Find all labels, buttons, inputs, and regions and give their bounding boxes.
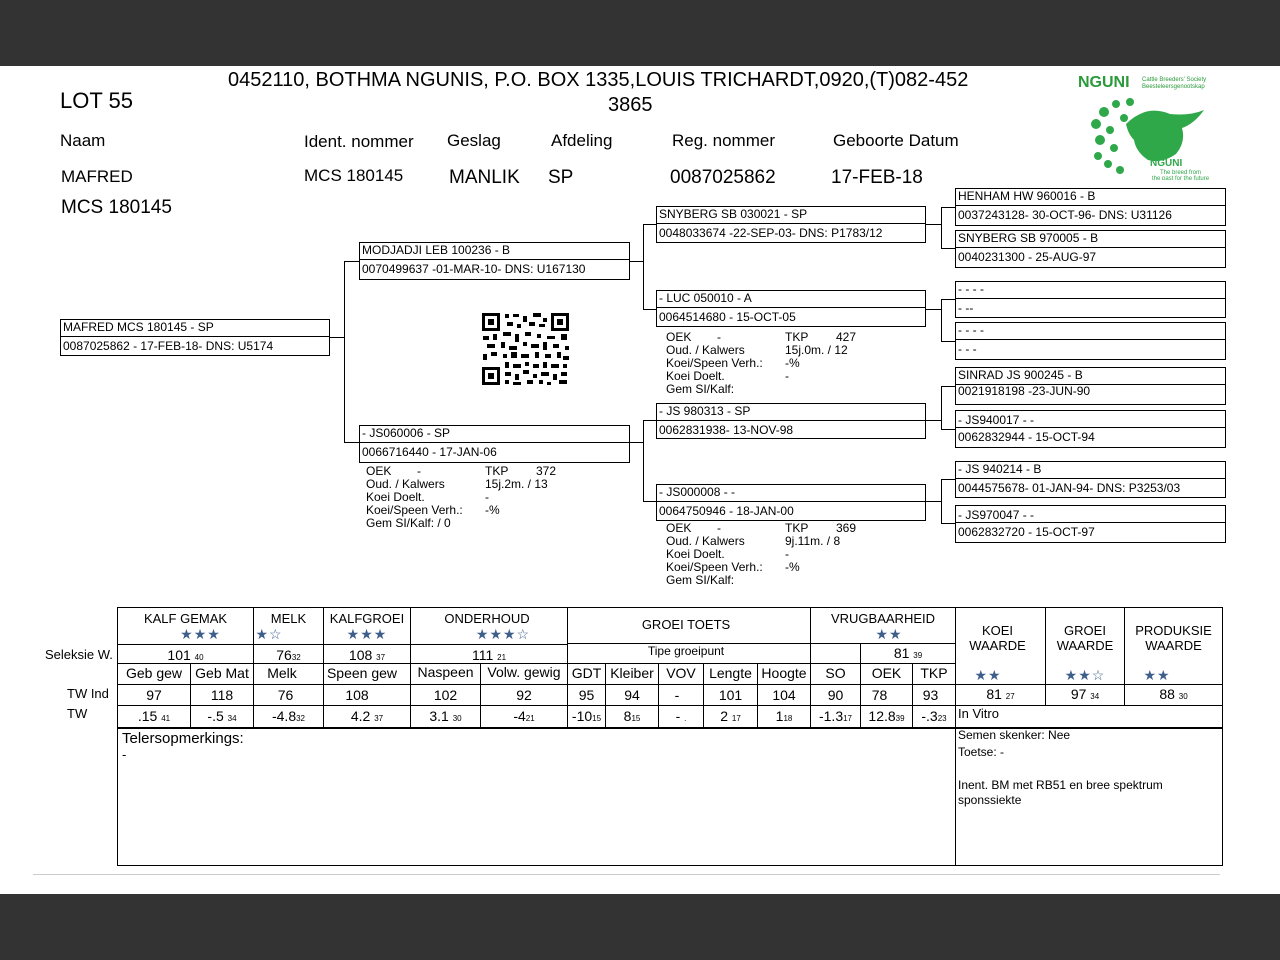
connector [941, 386, 955, 387]
connector [643, 224, 644, 310]
tw-vov: - . [675, 708, 687, 724]
dam-dam-info [666, 522, 926, 587]
value-dob: 17-FEB-18 [831, 167, 923, 188]
tw-volw-gewig: -421 [513, 708, 535, 724]
sd-oek-label: OEK [666, 330, 692, 344]
sd-speen-label: Koei/Speen Verh.: [666, 356, 763, 370]
dam-line1: - JS060006 - SP [362, 426, 451, 440]
top-bar [0, 0, 1280, 66]
stars-groei: ★★☆ [1064, 667, 1106, 683]
connector [344, 261, 345, 443]
tw-speen-gew: 4.2 37 [350, 708, 384, 724]
dd-speen-value: -% [785, 560, 800, 574]
connector [643, 224, 657, 225]
connector [925, 420, 941, 421]
tw-naspeen: 3.1 30 [429, 708, 462, 724]
dd-oek-label: OEK [666, 521, 692, 535]
header-groei-toets: GROEI TOETS [641, 617, 731, 632]
header-tipe-groeipunt: Tipe groeipunt [647, 644, 725, 658]
connector [941, 299, 955, 300]
pedigree-sire [359, 242, 630, 280]
label-afdeling: Afdeling [551, 131, 613, 150]
twind-produksie: 88 30 [1159, 686, 1188, 702]
header-kalf-gemak: KALF GEMAK [143, 611, 228, 626]
dam-doelt-label: Koei Doelt. [366, 490, 425, 504]
twind-groei: 97 34 [1070, 686, 1100, 702]
dd-doelt-label: Koei Doelt. [666, 547, 725, 561]
stars-produksie: ★★ [1143, 667, 1171, 683]
pedigree-dss [955, 367, 1226, 405]
tw-melk: -4.832 [271, 708, 306, 724]
tw-lengte: 2 17 [720, 708, 741, 724]
remarks-label: Telersopmerkings: [122, 730, 244, 747]
dd-oek-value: - [717, 521, 721, 535]
dss-line2: 0021918198 -23-JUN-90 [958, 384, 1091, 398]
in-vitro: In Vitro [958, 706, 999, 721]
header-koei-1: KOEI [981, 623, 1014, 638]
tw-hoogte: 118 [775, 708, 793, 724]
col-tkp: TKP [920, 665, 948, 681]
dd-oud-value: 9j.11m. / 8 [785, 534, 841, 548]
twind-lengte: 101 [718, 687, 743, 703]
col-so: SO [825, 665, 846, 681]
connector [344, 442, 359, 443]
label-naam: Naam [60, 131, 106, 150]
dd-tkp-label: TKP [785, 521, 809, 535]
stars-onderhoud: ★★★☆ [475, 626, 531, 642]
value-reg: 0087025862 [670, 167, 776, 188]
breeder-line-1: 0452110, BOTHMA NGUNIS, P.O. BOX 1335,LOUIS TRICHARDT,0920,(T)082-452 [228, 69, 969, 91]
label-ident: Ident. nommer [304, 132, 414, 151]
dsd-line1: - JS940017 - - [958, 413, 1035, 427]
col-volw-gewig: Volw. gewig [487, 664, 561, 680]
dds-line2: 0044575678- 01-JAN-94- DNS: P3253/03 [958, 481, 1181, 495]
col-naspeen: Naspeen [417, 664, 474, 680]
tw-gdt: -1015 [571, 708, 602, 724]
pedigree-sire-sire [656, 206, 926, 243]
twind-naspeen: 102 [433, 687, 458, 703]
connector [941, 341, 955, 342]
sd-line2: 0064514680 - 15-OCT-05 [659, 310, 796, 324]
header-kalfgroei: KALFGROEI [329, 611, 405, 626]
connector [643, 309, 657, 310]
pedigree-animal [60, 319, 330, 356]
selection-kalfgroei: 108 37 [348, 647, 386, 663]
ddd-line2: 0062832720 - 15-OCT-97 [958, 525, 1095, 539]
twind-vov: - [674, 687, 680, 703]
dss-line1: SINRAD JS 900245 - B [958, 368, 1083, 382]
pedigree-ddd [955, 505, 1226, 543]
connector [643, 501, 657, 502]
connector [941, 386, 942, 430]
bottom-rule [33, 874, 1220, 875]
row-label-tw: TW [67, 706, 88, 721]
dsd-line2: 0062832944 - 15-OCT-94 [958, 430, 1095, 444]
sdd-line2: - - - [958, 342, 977, 356]
connector [941, 207, 942, 249]
dds-line1: - JS 940214 - B [958, 462, 1042, 476]
twind-gdt: 95 [578, 687, 595, 703]
header-groei-2: WAARDE [1056, 638, 1114, 653]
col-speen-gew: Speen gew [326, 665, 398, 681]
pedigree-dam-sire [656, 403, 926, 439]
connector [643, 420, 644, 502]
sd-line1: - LUC 050010 - A [659, 291, 752, 305]
pedigree-sss [955, 188, 1226, 226]
col-gdt: GDT [571, 665, 602, 681]
twind-hoogte: 104 [772, 687, 796, 703]
sd-tkp-value: 427 [836, 330, 857, 344]
label-geslag: Geslag [447, 131, 501, 150]
sds-line1: - - - - [958, 282, 984, 296]
sire-dam-info [666, 331, 926, 396]
col-vov: VOV [666, 665, 696, 681]
bottom-bar [0, 894, 1280, 960]
pedigree-sire-dam [656, 290, 926, 327]
animal-line2: 0087025862 - 17-FEB-18- DNS: U5174 [63, 339, 274, 353]
col-hoogte: Hoogte [761, 665, 807, 681]
connector [941, 299, 942, 342]
sdd-line1: - - - - [958, 323, 984, 337]
col-kleiber: Kleiber [610, 665, 654, 681]
twind-speen-gew: 108 [345, 687, 369, 703]
dam-speen-value: -% [485, 503, 500, 517]
tw-so: -1.317 [818, 708, 853, 724]
sire-line1: MODJADJI LEB 100236 - B [362, 243, 511, 257]
selection-onderhoud: 111 21 [471, 647, 507, 663]
value-ident: MCS 180145 [304, 166, 404, 185]
connector [925, 309, 941, 310]
tests: Toetse: - [958, 745, 1005, 759]
dd-line2: 0064750946 - 18-JAN-00 [659, 504, 794, 518]
twind-kleiber: 94 [624, 687, 640, 703]
sd-oud-value: 15j.0m. / 12 [785, 343, 848, 357]
col-lengte: Lengte [709, 665, 752, 681]
twind-so: 90 [827, 687, 844, 703]
inoculation-line1: Inent. BM met RB51 en bree spektrum [958, 778, 1163, 792]
ds-line2: 0062831938- 13-NOV-98 [659, 423, 794, 437]
header-vrugbaarheid: VRUGBAARHEID [830, 611, 936, 626]
value-sex: MANLIK [449, 167, 520, 188]
connector [941, 479, 955, 480]
ss-line2: 0048033674 -22-SEP-03- DNS: P1783/12 [659, 226, 883, 240]
breeder-line-2: 3865 [608, 94, 653, 116]
pedigree-dam-dam [656, 484, 926, 521]
ss-line1: SNYBERG SB 030021 - SP [659, 207, 808, 221]
dd-doelt-value: - [785, 547, 789, 561]
tw-oek: 12.839 [868, 708, 905, 724]
col-oek: OEK [871, 665, 902, 681]
twind-geb-mat: 118 [210, 687, 234, 703]
nguni-logo [1078, 74, 1218, 180]
dam-tkp-label: TKP [485, 464, 509, 478]
dam-info [366, 465, 626, 530]
col-melk: Melk [267, 665, 297, 681]
stars-melk: ★☆ [255, 626, 283, 642]
selection-melk: 7632 [276, 647, 301, 663]
logo-title: NGUNI [1078, 74, 1130, 91]
pedigree-dds [955, 461, 1226, 498]
connector [925, 501, 941, 502]
stars-koei: ★★ [974, 667, 1002, 683]
connector [344, 261, 359, 262]
qr-code-icon [481, 312, 571, 386]
sire-line2: 0070499637 -01-MAR-10- DNS: U167130 [362, 262, 586, 276]
value-division: SP [548, 167, 574, 188]
twind-oek: 78 [871, 687, 888, 703]
tw-geb-mat: -.5 34 [207, 708, 237, 724]
twind-tkp: 93 [922, 687, 939, 703]
sd-doelt-label: Koei Doelt. [666, 369, 725, 383]
value-name: MAFRED [61, 167, 133, 186]
sd-tkp-label: TKP [785, 330, 809, 344]
label-reg: Reg. nommer [672, 131, 775, 150]
connector [941, 207, 955, 208]
stars-kalf-gemak: ★★★ [180, 626, 221, 642]
twind-geb-gew: 97 [146, 687, 162, 703]
dd-oud-label: Oud. / Kalwers [666, 534, 745, 548]
connector [643, 420, 657, 421]
pedigree-sds [955, 281, 1226, 318]
connector [629, 261, 643, 262]
dd-line1: - JS000008 - - [659, 485, 736, 499]
tw-kleiber: 815 [623, 708, 641, 724]
pedigree-ssd [955, 230, 1226, 268]
sd-speen-value: -% [785, 356, 800, 370]
logo-sub2: Beesteleersgenootskap [1142, 84, 1205, 90]
twind-melk: 76 [277, 687, 294, 703]
row-label-twind: TW Ind [67, 686, 109, 701]
inoculation-line2: sponssiekte [958, 793, 1022, 807]
dam-doelt-value: - [485, 490, 489, 504]
sd-doelt-value: - [785, 369, 789, 383]
dam-tkp-value: 372 [536, 464, 557, 478]
remarks-value: - [122, 747, 127, 762]
selection-vrugbaarheid: 81 39 [893, 645, 923, 661]
dd-speen-label: Koei/Speen Verh.: [666, 560, 763, 574]
header-produksie-2: WAARDE [1145, 638, 1202, 653]
twind-koei: 81 27 [986, 686, 1015, 702]
pedigree-dam [359, 425, 630, 463]
col-geb-gew: Geb gew [125, 665, 183, 681]
header-produksie-1: PRODUKSIE [1135, 623, 1212, 638]
logo-tag2: the past for the future [1152, 176, 1210, 180]
header-koei-2: WAARDE [969, 638, 1026, 653]
sds-line2: - -- [958, 301, 974, 315]
connector [941, 479, 942, 524]
ssd-line1: SNYBERG SB 970005 - B [958, 231, 1099, 245]
tw-tkp: -.323 [921, 708, 947, 724]
dam-oud-label: Oud. / Kalwers [366, 477, 445, 491]
col-geb-mat: Geb Mat [195, 665, 249, 681]
connector [629, 442, 643, 443]
header-melk: MELK [270, 611, 307, 626]
connector [925, 224, 941, 225]
logo-sub1: Cattle Breeders' Society [1142, 77, 1207, 83]
twind-volw-gewig: 92 [516, 687, 532, 703]
row-label-seleksie: Seleksie W. [45, 647, 113, 662]
sd-gem: Gem SI/Kalf: [666, 382, 735, 396]
stars-kalfgroei: ★★★ [346, 626, 388, 642]
connector [941, 429, 955, 430]
pedigree-sdd [955, 322, 1226, 360]
semen-donor: Semen skenker: Nee [958, 728, 1071, 742]
label-dob: Geboorte Datum [833, 131, 959, 150]
dam-oek-value: - [417, 464, 421, 478]
dam-gem: Gem SI/Kalf: / 0 [366, 516, 451, 530]
header-groei-1: GROEI [1064, 623, 1106, 638]
animal-line1: MAFRED MCS 180145 - SP [63, 320, 214, 334]
dd-tkp-value: 369 [836, 521, 857, 535]
ident-big: MCS 180145 [61, 197, 172, 218]
selection-kalf-gemak: 101 40 [167, 647, 204, 663]
sd-oek-value: - [717, 330, 721, 344]
ddd-line1: - JS970047 - - [958, 508, 1035, 522]
dam-oud-value: 15j.2m. / 13 [485, 477, 548, 491]
dd-gem: Gem SI/Kalf: [666, 573, 735, 587]
connector [329, 337, 345, 338]
stars-vrugbaarheid: ★★ [875, 626, 903, 642]
bull-leaf-icon [1086, 94, 1214, 180]
dam-speen-label: Koei/Speen Verh.: [366, 503, 463, 517]
tw-geb-gew: .15 41 [137, 708, 171, 724]
connector [941, 248, 955, 249]
dam-oek-label: OEK [366, 464, 392, 478]
ds-line1: - JS 980313 - SP [659, 404, 751, 418]
sss-line2: 0037243128- 30-OCT-96- DNS: U31126 [958, 208, 1172, 222]
logo-tag1: The breed from [1160, 170, 1202, 176]
ssd-line2: 0040231300 - 25-AUG-97 [958, 250, 1097, 264]
logo-name: NGUNI [1150, 158, 1183, 169]
header-onderhoud: ONDERHOUD [444, 611, 530, 626]
lot-number: LOT 55 [60, 88, 133, 113]
pedigree-dsd [955, 410, 1226, 448]
sd-oud-label: Oud. / Kalwers [666, 343, 745, 357]
sss-line1: HENHAM HW 960016 - B [958, 189, 1096, 203]
dam-line2: 0066716440 - 17-JAN-06 [362, 445, 497, 459]
connector [941, 523, 955, 524]
